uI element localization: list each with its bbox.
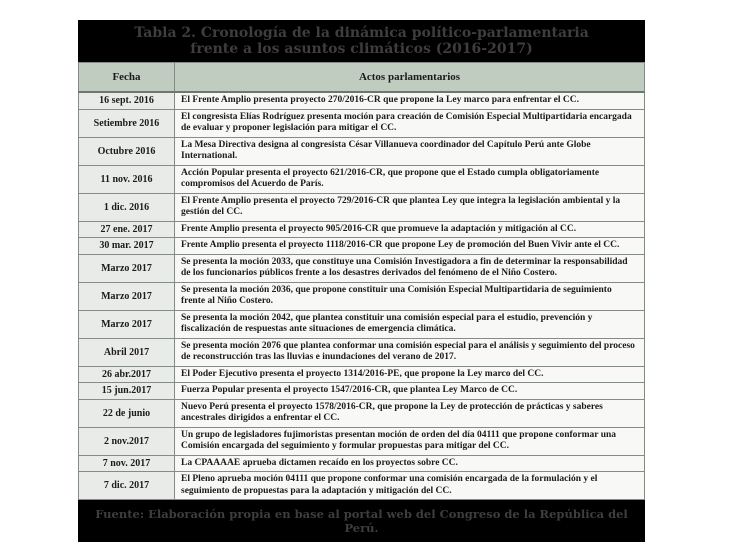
- table-row: [79, 221, 645, 238]
- act-cell: Fuerza Popular presenta el proyecto 1547/2016-CR, que plantea Ley Marco de CC.: [175, 383, 645, 400]
- act-cell: El Pleno aprueba moción 04111 que propone conformar una comisión encargada de la formulación y el seguimiento de propuestas para la adaptación y mitigación del CC.: [175, 472, 645, 500]
- date-cell: Marzo 2017: [79, 310, 175, 338]
- date-cell: 27 ene. 2017: [79, 221, 175, 238]
- act-cell: El Frente Amplio presenta el proyecto 729/2016-CR que plantea Ley que integra la legislación ambiental y la gestión del CC.: [175, 193, 645, 221]
- act-cell: Se presenta la moción 2042, que plantea constituir una comisión especial para el estudio, prevención y fiscalización de respuestas ante situaciones de emergencia climática.: [175, 310, 645, 338]
- date-cell: 16 sept. 2016: [79, 92, 175, 109]
- table-row: [79, 254, 645, 282]
- date-cell: 11 nov. 2016: [79, 165, 175, 193]
- chronology-table: [78, 62, 645, 500]
- date-cell: 26 abr.2017: [79, 366, 175, 383]
- table-body: [79, 92, 645, 500]
- date-cell: Octubre 2016: [79, 137, 175, 165]
- source-note: Fuente: Elaboración propia en base al portal web del Congreso de la República del Perú.: [95, 507, 628, 535]
- table-row: [79, 137, 645, 165]
- table-row: [79, 282, 645, 310]
- date-cell: 1 dic. 2016: [79, 193, 175, 221]
- date-cell: Setiembre 2016: [79, 109, 175, 137]
- table-row: [79, 109, 645, 137]
- table-row: [79, 92, 645, 109]
- header-row: [79, 63, 645, 93]
- act-cell: El congresista Elías Rodríguez presenta moción para creación de Comisión Especial Multipartidaria encargada de evaluar y proponer legislación para mitigar el CC.: [175, 109, 645, 137]
- table-row: [79, 472, 645, 500]
- act-cell: La CPAAAAE aprueba dictamen recaído en los proyectos sobre CC.: [175, 455, 645, 472]
- table-row: [79, 399, 645, 427]
- act-cell: Se presenta la moción 2033, que constituye una Comisión Investigadora a fin de determinar la responsabilidad de los funcionarios públicos frente a los desastres derivados del fenómeno de el Niño Costero.: [175, 254, 645, 282]
- date-cell: Abril 2017: [79, 338, 175, 366]
- table-row: [79, 383, 645, 400]
- table-row: [79, 238, 645, 255]
- act-cell: Se presenta moción 2076 que plantea conformar una comisión especial para el análisis y seguimiento del proceso de reconstrucción tras las lluvias e inundaciones del verano de 2017.: [175, 338, 645, 366]
- date-cell: 30 mar. 2017: [79, 238, 175, 255]
- table-title-line-2: frente a los asuntos climáticos (2016-2017): [190, 41, 533, 57]
- act-cell: Acción Popular presenta el proyecto 621/2016-CR, que propone que el Estado cumpla obligatoriamente compromisos del Acuerdo de París.: [175, 165, 645, 193]
- act-cell: Un grupo de legisladores fujimoristas presentan moción de orden del día 04111 que propone conformar una Comisión encargada del seguimiento y formular propuestas para mitigar del CC.: [175, 427, 645, 455]
- act-cell: La Mesa Directiva designa al congresista César Villanueva coordinador del Capítulo Perú ante Globe International.: [175, 137, 645, 165]
- act-cell: Frente Amplio presenta el proyecto 1118/2016-CR que propone Ley de promoción del Buen Vivir ante el CC.: [175, 238, 645, 255]
- table-title-bar: [78, 20, 645, 62]
- date-cell: 7 dic. 2017: [79, 472, 175, 500]
- act-cell: Frente Amplio presenta el proyecto 905/2016-CR que promueve la adaptación y mitigación al CC.: [175, 221, 645, 238]
- date-cell: Marzo 2017: [79, 254, 175, 282]
- table-row: [79, 427, 645, 455]
- table-row: [79, 193, 645, 221]
- table-row: [79, 366, 645, 383]
- date-cell: 7 nov. 2017: [79, 455, 175, 472]
- table-row: [79, 338, 645, 366]
- footer-bar: [78, 500, 645, 542]
- column-header-fecha: Fecha: [79, 63, 175, 93]
- table-row: [79, 455, 645, 472]
- act-cell: El Frente Amplio presenta proyecto 270/2016-CR que propone la Ley marco para enfrentar el CC.: [175, 92, 645, 109]
- date-cell: Marzo 2017: [79, 282, 175, 310]
- date-cell: 22 de junio: [79, 399, 175, 427]
- act-cell: Nuevo Perú presenta el proyecto 1578/2016-CR, que propone la Ley de protección de prácticas y saberes ancestrales dirigidos a enfrentar el CC.: [175, 399, 645, 427]
- table-row: [79, 310, 645, 338]
- act-cell: Se presenta la moción 2036, que propone constituir una Comisión Especial Multipartidaria de seguimiento frente al Niño Costero.: [175, 282, 645, 310]
- column-header-actos: Actos parlamentarios: [175, 63, 645, 93]
- date-cell: 2 nov.2017: [79, 427, 175, 455]
- table-row: [79, 165, 645, 193]
- table-title-line-1: Tabla 2. Cronología de la dinámica político-parlamentaria: [134, 25, 589, 41]
- act-cell: El Poder Ejecutivo presenta el proyecto 1314/2016-PE, que propone la Ley marco del CC.: [175, 366, 645, 383]
- date-cell: 15 jun.2017: [79, 383, 175, 400]
- table-frame: [78, 20, 645, 542]
